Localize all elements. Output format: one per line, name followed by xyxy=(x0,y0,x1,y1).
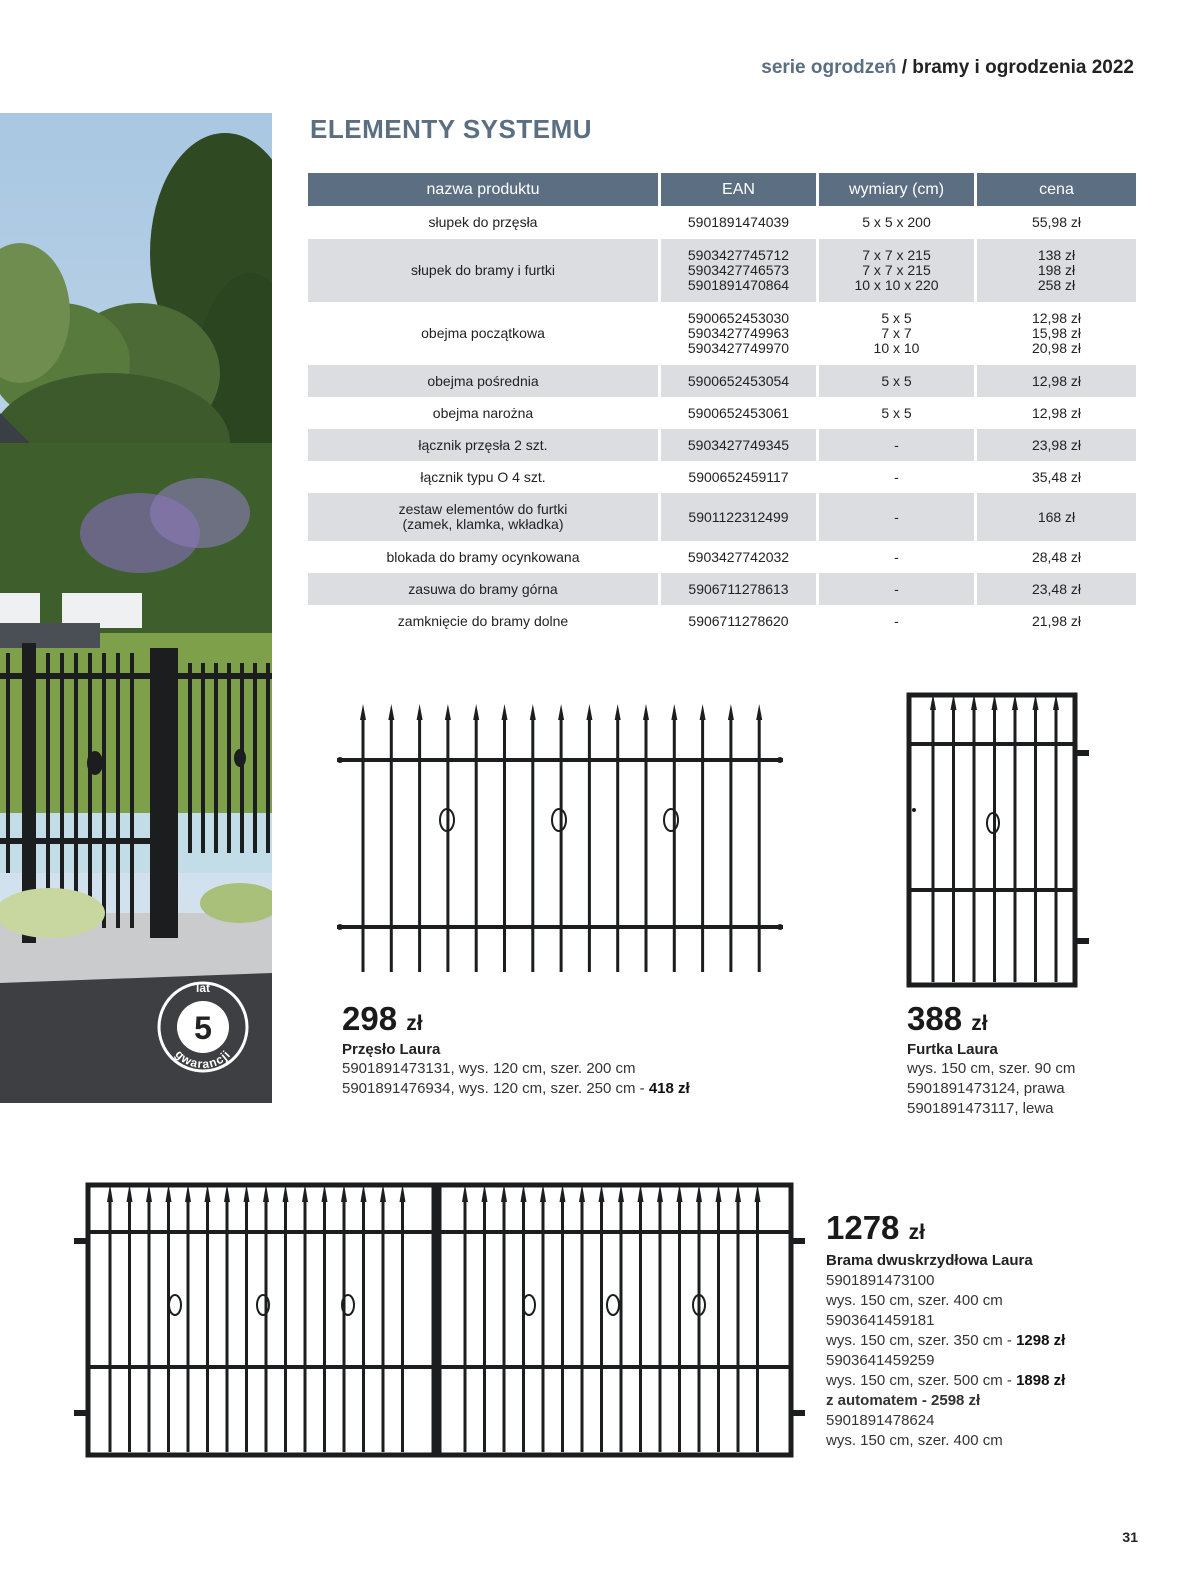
fence-spike xyxy=(473,704,479,720)
price-cell-line: 28,48 zł xyxy=(1031,548,1082,565)
ean-cell-line: 5906711278613 xyxy=(688,580,789,597)
col-header-ean: EAN xyxy=(661,173,819,206)
product-name-cell xyxy=(308,302,661,365)
table-row xyxy=(308,239,1136,302)
dimensions-cell-line: - xyxy=(894,613,899,629)
brama-price xyxy=(826,1209,925,1247)
product-name-cell-line: zestaw elementów do furtki xyxy=(398,501,568,517)
przeslo-price-currency: zł xyxy=(406,1012,423,1035)
ean-cell-line: 5906711278620 xyxy=(688,613,789,629)
brama-line-6 xyxy=(826,1372,1065,1389)
przeslo-line-2 xyxy=(342,1080,690,1097)
product-name-cell xyxy=(308,461,661,493)
table-row xyxy=(308,493,1136,541)
fence-spike xyxy=(530,704,536,720)
col-header-dim: wymiary (cm) xyxy=(819,173,977,206)
price-cell-line: 168 zł xyxy=(1037,508,1076,525)
ean-cell xyxy=(661,605,819,638)
product-name-cell xyxy=(308,365,661,397)
dimensions-cell-line: - xyxy=(894,548,899,565)
fence-spike xyxy=(643,704,649,720)
price-cell-line: 138 zł xyxy=(1037,247,1076,263)
table-row xyxy=(308,573,1136,605)
dimensions-cell-line: - xyxy=(894,508,899,525)
dimensions-cell-line: - xyxy=(894,436,899,453)
dimensions-cell xyxy=(819,429,977,461)
product-name-cell xyxy=(308,541,661,573)
product-name-cell-line: zasuwa do bramy górna xyxy=(408,580,558,597)
table-row xyxy=(308,206,1136,239)
dimensions-cell-line: 5 x 5 xyxy=(881,404,912,421)
price-cell xyxy=(977,239,1136,302)
brama-line-4-price: 1298 zł xyxy=(1016,1332,1066,1349)
furtka-laura-image xyxy=(900,690,1095,990)
garden-photo xyxy=(0,113,272,1103)
ean-cell xyxy=(661,429,819,461)
przeslo-line-2-price: 418 zł xyxy=(648,1080,690,1097)
fence-spike xyxy=(615,704,621,720)
ean-cell-line: 5901891474039 xyxy=(687,214,790,230)
price-cell xyxy=(977,461,1136,493)
dimensions-cell-line: - xyxy=(894,580,899,597)
ean-cell-line: 5903427749970 xyxy=(687,340,790,356)
table-row xyxy=(308,302,1136,365)
product-name-cell xyxy=(308,206,661,239)
elements-table xyxy=(308,173,1136,638)
brama-line-3: 5903641459181 xyxy=(826,1312,935,1329)
ean-cell-line: 5903427745712 xyxy=(687,247,790,263)
przeslo-line-2-text: 5901891476934, wys. 120 cm, szer. 250 cm - xyxy=(342,1080,649,1097)
dimensions-cell-line: 5 x 5 xyxy=(881,372,912,389)
ean-cell xyxy=(661,302,819,365)
table-row xyxy=(308,429,1136,461)
dimensions-cell-line: 10 x 10 xyxy=(873,340,920,356)
brama-line-7: z automatem - 2598 zł xyxy=(826,1392,981,1409)
product-name-cell-line: zamknięcie do bramy dolne xyxy=(397,613,569,629)
product-name-cell-line: blokada do bramy ocynkowana xyxy=(386,548,580,565)
product-name-cell-line: (zamek, klamka, wkładka) xyxy=(402,516,564,532)
ean-cell-line: 5903427742032 xyxy=(687,548,790,565)
price-cell xyxy=(977,605,1136,638)
fence-spike xyxy=(671,704,677,720)
header-series: serie ogrodzeń xyxy=(761,57,897,78)
dimensions-cell xyxy=(819,493,977,541)
ean-cell xyxy=(661,397,819,429)
dimensions-cell xyxy=(819,365,977,397)
brama-line-6-text: wys. 150 cm, szer. 500 cm - xyxy=(826,1372,1017,1389)
dimensions-cell xyxy=(819,541,977,573)
col-header-name: nazwa produktu xyxy=(308,173,661,206)
fence-spike xyxy=(445,704,451,720)
ean-cell xyxy=(661,206,819,239)
furtka-line-3: 5901891473117, lewa xyxy=(907,1100,1054,1117)
brama-line-9: wys. 150 cm, szer. 400 cm xyxy=(826,1432,1003,1449)
badge-number: 5 xyxy=(194,1010,212,1046)
price-cell xyxy=(977,429,1136,461)
product-name-cell xyxy=(308,397,661,429)
przeslo-laura-image xyxy=(332,700,788,975)
product-name-cell xyxy=(308,239,661,302)
price-cell-line: 20,98 zł xyxy=(1031,340,1082,356)
price-cell xyxy=(977,573,1136,605)
price-cell-line: 35,48 zł xyxy=(1031,468,1082,485)
ean-cell-line: 5900652453054 xyxy=(687,372,790,389)
badge-top-text: lat xyxy=(195,981,211,995)
dimensions-cell-line: 7 x 7 x 215 xyxy=(862,247,931,263)
price-cell xyxy=(977,493,1136,541)
dimensions-cell xyxy=(819,397,977,429)
fence-spike xyxy=(417,704,423,720)
product-name-cell xyxy=(308,429,661,461)
ean-cell-line: 5901122312499 xyxy=(688,508,789,525)
table-header-row xyxy=(308,173,1136,206)
furtka-price-value: 388 xyxy=(907,1000,963,1037)
dimensions-cell xyxy=(819,206,977,239)
product-name-cell-line: słupek do przęsła xyxy=(428,214,538,230)
page-number: 31 xyxy=(1122,1529,1138,1545)
dimensions-cell-line: 7 x 7 xyxy=(881,325,912,341)
dimensions-cell xyxy=(819,573,977,605)
table-row xyxy=(308,365,1136,397)
section-title: ELEMENTY SYSTEMU xyxy=(310,114,593,144)
przeslo-price-value: 298 xyxy=(342,1000,398,1037)
brama-price-currency: zł xyxy=(908,1221,925,1244)
product-name-cell-line: łącznik przęsła 2 szt. xyxy=(418,436,548,453)
dimensions-cell-line: 5 x 5 x 200 xyxy=(862,214,931,230)
dimensions-cell-line: 5 x 5 xyxy=(881,310,912,326)
price-cell-line: 198 zł xyxy=(1037,262,1076,278)
ean-cell-line: 5903427746573 xyxy=(687,262,790,278)
price-cell-line: 12,98 zł xyxy=(1031,372,1082,389)
przeslo-name: Przęsło Laura xyxy=(342,1041,441,1058)
price-cell-line: 15,98 zł xyxy=(1031,325,1082,341)
price-cell xyxy=(977,397,1136,429)
ean-cell-line: 5900652453061 xyxy=(687,404,790,421)
product-name-cell xyxy=(308,605,661,638)
header-title: / bramy i ogrodzenia 2022 xyxy=(901,57,1134,78)
ean-cell xyxy=(661,461,819,493)
product-name-cell-line: obejma początkowa xyxy=(421,325,545,341)
price-cell xyxy=(977,206,1136,239)
product-name-cell-line: łącznik typu O 4 szt. xyxy=(420,468,546,485)
fence-spike xyxy=(728,704,734,720)
product-name-cell xyxy=(308,493,661,541)
table-row xyxy=(308,397,1136,429)
ean-cell-line: 5900652459117 xyxy=(688,468,789,485)
product-name-cell-line: obejma narożna xyxy=(432,404,534,421)
furtka-price xyxy=(907,1000,988,1038)
price-cell-line: 12,98 zł xyxy=(1031,404,1082,421)
table-row xyxy=(308,605,1136,638)
dimensions-cell xyxy=(819,302,977,365)
price-cell-line: 23,48 zł xyxy=(1031,580,1082,597)
ean-cell xyxy=(661,365,819,397)
przeslo-line-1: 5901891473131, wys. 120 cm, szer. 200 cm xyxy=(342,1060,636,1077)
ean-cell xyxy=(661,573,819,605)
product-name-cell xyxy=(308,573,661,605)
fence-spike xyxy=(756,704,762,720)
ean-cell xyxy=(661,541,819,573)
brama-line-1: 5901891473100 xyxy=(826,1272,935,1289)
product-name-cell-line: słupek do bramy i furtki xyxy=(411,262,555,278)
product-name-cell-line: obejma pośrednia xyxy=(427,372,539,389)
brama-line-4-text: wys. 150 cm, szer. 350 cm - xyxy=(826,1332,1017,1349)
furtka-line-2: 5901891473124, prawa xyxy=(907,1080,1065,1097)
price-cell xyxy=(977,302,1136,365)
furtka-name: Furtka Laura xyxy=(907,1041,998,1058)
ean-cell-line: 5903427749345 xyxy=(687,436,790,453)
brama-line-6-price: 1898 zł xyxy=(1016,1372,1066,1389)
ean-cell-line: 5900652453030 xyxy=(687,310,790,326)
price-cell-line: 55,98 zł xyxy=(1031,214,1082,230)
brama-line-2: wys. 150 cm, szer. 400 cm xyxy=(826,1292,1003,1309)
dimensions-cell-line: 7 x 7 x 215 xyxy=(862,262,931,278)
furtka-price-currency: zł xyxy=(971,1012,988,1035)
dimensions-cell-line: - xyxy=(894,468,899,485)
fence-spike xyxy=(360,704,366,720)
dimensions-cell xyxy=(819,461,977,493)
price-cell-line: 21,98 zł xyxy=(1031,613,1082,629)
fence-spike xyxy=(388,704,394,720)
ean-cell-line: 5903427749963 xyxy=(687,325,790,341)
ean-cell xyxy=(661,493,819,541)
fence-spike xyxy=(558,704,564,720)
fence-spike xyxy=(502,704,508,720)
price-cell-line: 23,98 zł xyxy=(1031,436,1082,453)
brama-line-8: 5901891478624 xyxy=(826,1412,935,1429)
price-cell xyxy=(977,365,1136,397)
furtka-line-1: wys. 150 cm, szer. 90 cm xyxy=(907,1060,1076,1077)
col-header-price: cena xyxy=(977,173,1136,206)
brama-laura-image xyxy=(72,1180,807,1460)
dimensions-cell xyxy=(819,239,977,302)
price-cell-line: 12,98 zł xyxy=(1031,310,1082,326)
dimensions-cell xyxy=(819,605,977,638)
badge-bottom-text: gwarancji xyxy=(172,1046,234,1072)
ean-cell-line: 5901891470864 xyxy=(687,277,790,293)
brama-name: Brama dwuskrzydłowa Laura xyxy=(826,1252,1033,1269)
brama-line-4 xyxy=(826,1332,1065,1349)
fence-spike xyxy=(700,704,706,720)
table-row xyxy=(308,461,1136,493)
brama-line-5: 5903641459259 xyxy=(826,1352,935,1369)
table-row xyxy=(308,541,1136,573)
ean-cell xyxy=(661,239,819,302)
price-cell xyxy=(977,541,1136,573)
warranty-badge xyxy=(152,976,254,1078)
page-header xyxy=(761,57,1134,79)
przeslo-price xyxy=(342,1000,423,1038)
dimensions-cell-line: 10 x 10 x 220 xyxy=(854,277,939,293)
price-cell-line: 258 zł xyxy=(1037,277,1076,293)
brama-price-value: 1278 xyxy=(826,1209,900,1246)
fence-spike xyxy=(586,704,592,720)
